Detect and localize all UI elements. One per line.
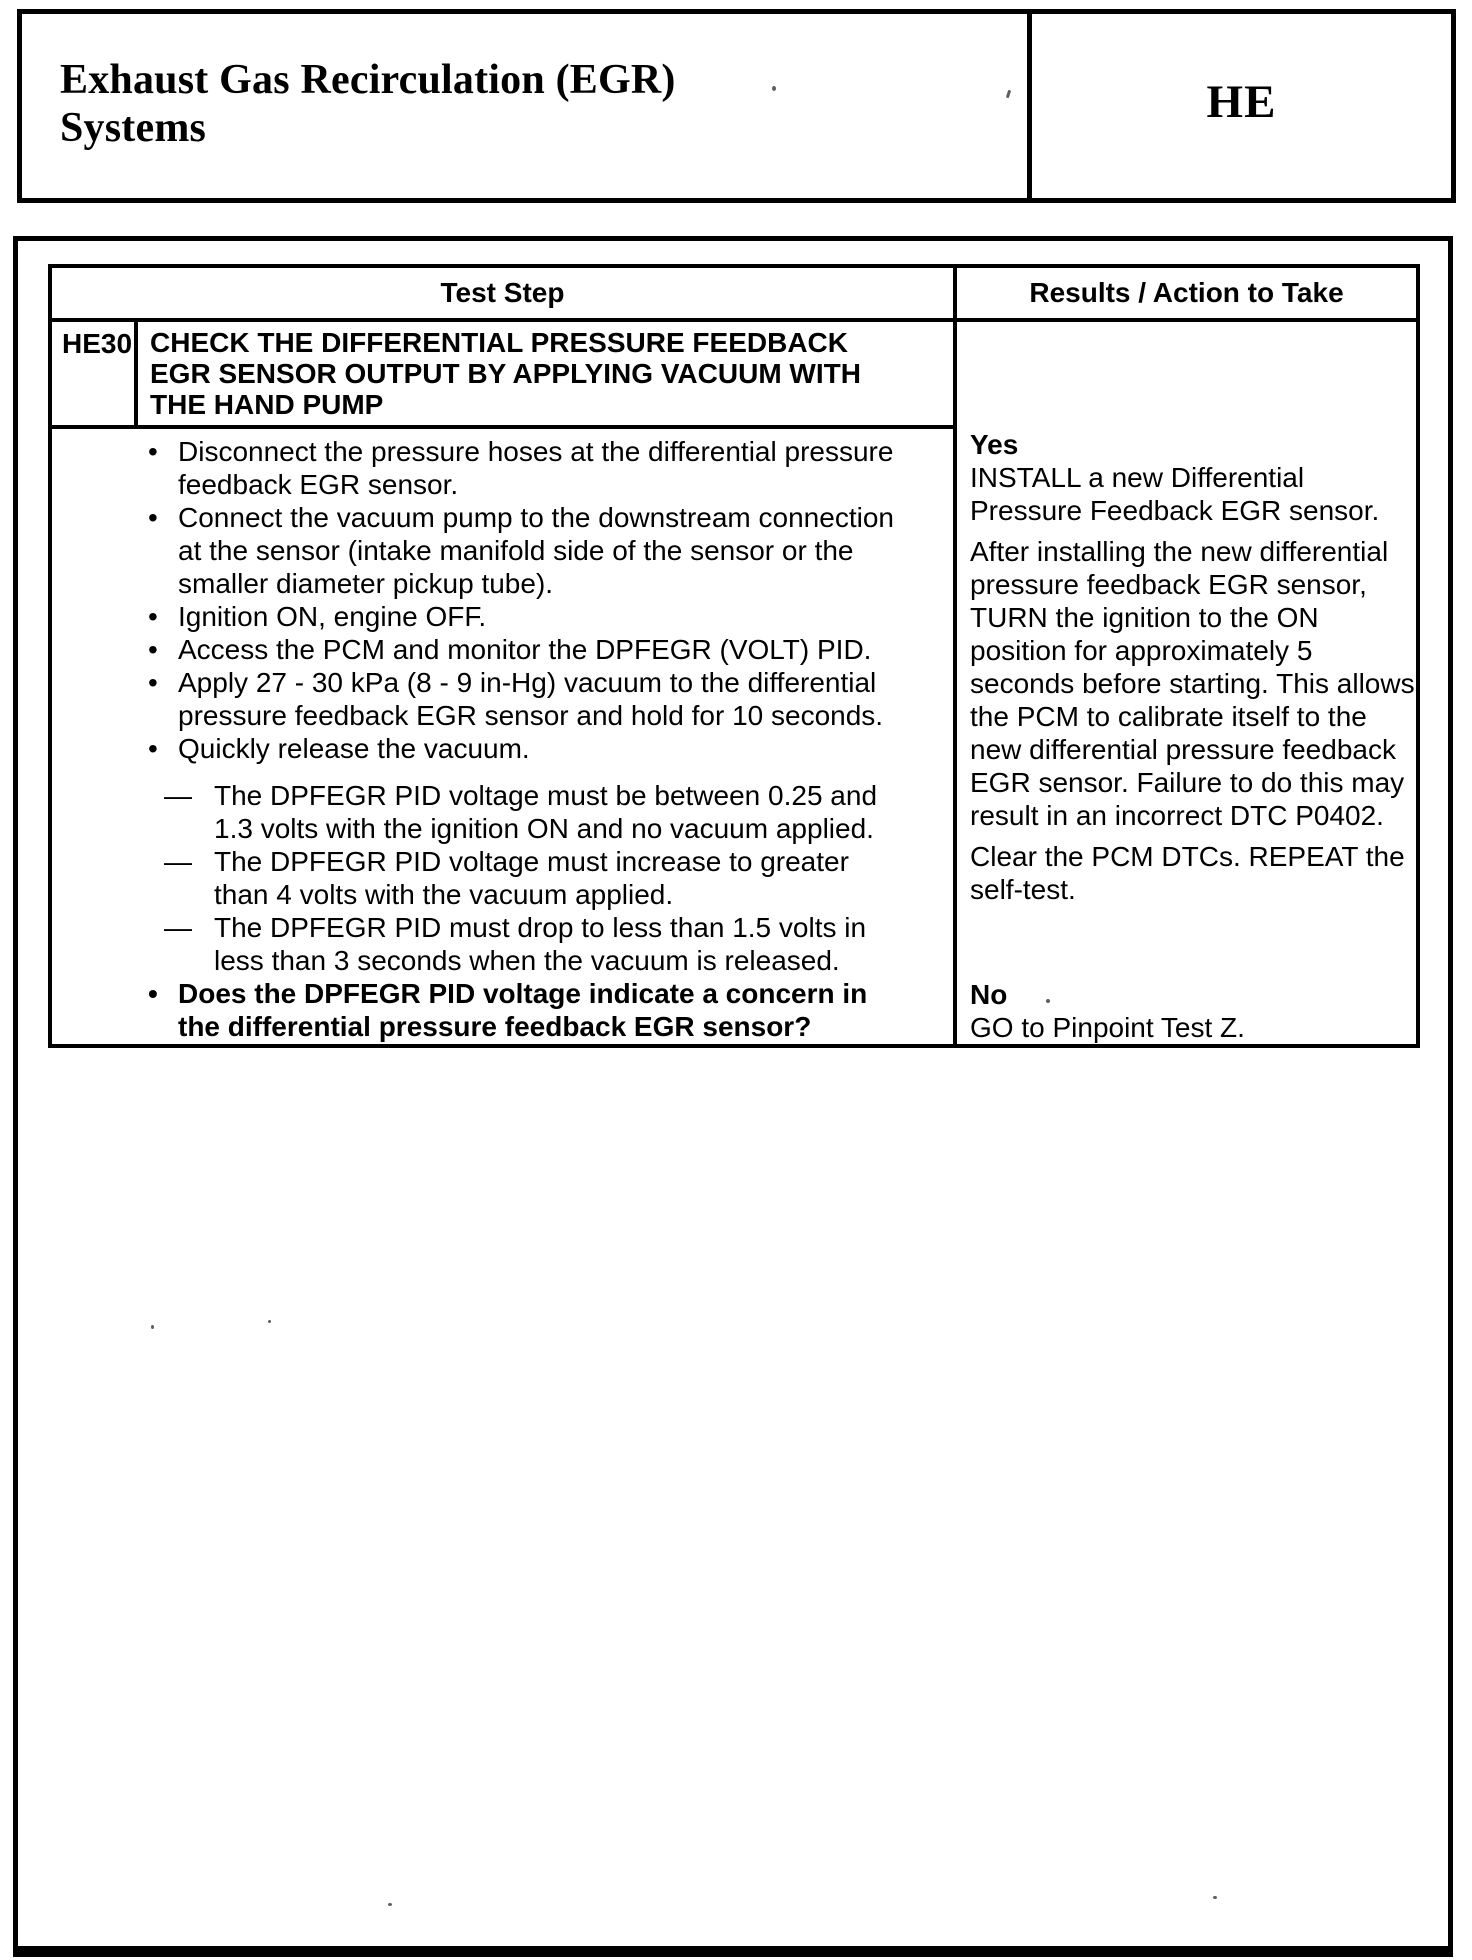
table-body [52,322,1416,1044]
bullet-icon: • [148,978,158,1009]
list-item [148,600,908,633]
scan-speck [151,1325,154,1329]
sub-step-item [164,779,908,845]
results-column [957,322,1416,1044]
result-yes-action: INSTALL a new Differential Pressure Feedback EGR sensor. [970,462,1380,526]
diagnostic-table [48,264,1420,1048]
dash-icon: — [164,846,192,877]
bullet-icon: • [148,601,158,632]
list-item [148,435,908,501]
bullet-icon: • [148,436,158,467]
bullet-text: Ignition ON, engine OFF. [178,601,487,632]
scan-speck [772,86,776,91]
column-header-test-step: Test Step [52,268,957,318]
page-header [17,9,1456,203]
sub-step-item [164,845,908,911]
sub-step-text: The DPFEGR PID must drop to less than 1.5 volts in less than 3 seconds when the vacuum is released. [214,912,867,976]
bullet-text: Access the PCM and monitor the DPFEGR (VOLT) PID. [178,634,872,665]
result-yes-label: Yes [970,429,1019,460]
list-item [148,501,908,600]
bullet-icon: • [148,634,158,665]
scan-speck [268,1320,271,1323]
step-header-row [52,322,953,429]
list-item [148,633,908,666]
bullet-text: Connect the vacuum pump to the downstream connection at the sensor (intake manifold side of the sensor or the smaller diameter pickup tube). [178,502,894,599]
sub-step-text: The DPFEGR PID voltage must be between 0.25 and 1.3 volts with the ignition ON and no vacuum applied. [214,780,878,844]
header-title-cell [22,14,1032,198]
dash-icon: — [164,780,192,811]
section-code: HE [1206,76,1277,128]
scan-speck [1046,999,1050,1003]
list-item [148,732,908,765]
step-instructions [52,429,953,1044]
list-item [148,666,908,732]
scan-speck [388,1903,392,1906]
sub-step-list [164,779,908,977]
sub-step-item [164,911,908,977]
page-title: Exhaust Gas Recirculation (EGR) Systems [60,57,676,151]
step-question [148,977,908,1043]
bullet-text: Disconnect the pressure hoses at the differential pressure feedback EGR sensor. [178,436,894,500]
result-no-action: GO to Pinpoint Test Z. [970,1012,1245,1043]
section-code-cell [1032,14,1451,198]
table-header-row [52,268,1416,322]
test-step-column [52,322,957,1044]
bullet-icon: • [148,502,158,533]
result-yes-action: After installing the new differential pressure feedback EGR sensor, TURN the ignition to the ON position for approximately 5 seconds before starting. This allows the PCM to calibrate itself to the new differential pressure feedback EGR sensor. Failure to do this may result in an incorrect DTC P0402. [970,536,1415,831]
bullet-icon: • [148,667,158,698]
bullet-text: Apply 27 - 30 kPa (8 - 9 in-Hg) vacuum to the differential pressure feedback EGR sensor and hold for 10 seconds. [178,667,884,731]
result-no-label: No [970,979,1008,1010]
step-question-text: Does the DPFEGR PID voltage indicate a concern in the differential pressure feedback EGR sensor? [178,978,868,1042]
step-id: HE30 [52,322,138,425]
bullet-text: Quickly release the vacuum. [178,733,530,764]
sub-step-text: The DPFEGR PID voltage must increase to greater than 4 volts with the vacuum applied. [214,846,849,910]
step-title: CHECK THE DIFFERENTIAL PRESSURE FEEDBACK EGR SENSOR OUTPUT BY APPLYING VACUUM WITH THE HAND PUMP [150,327,861,420]
dash-icon: — [164,912,192,943]
result-yes-action: Clear the PCM DTCs. REPEAT the self-test. [970,841,1405,905]
bullet-icon: • [148,733,158,764]
scan-speck [1213,1896,1217,1899]
column-header-results: Results / Action to Take [1029,277,1344,308]
